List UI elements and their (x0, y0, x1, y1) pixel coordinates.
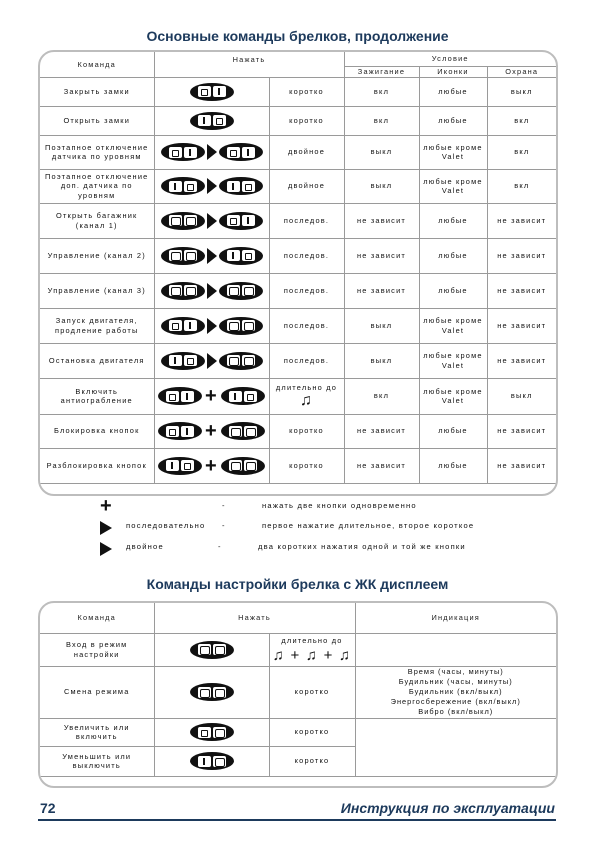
page-number: 72 (40, 800, 56, 816)
table-row (40, 414, 556, 448)
table-row (40, 378, 556, 414)
row-buttons (154, 746, 269, 776)
key-icon (181, 391, 194, 402)
row-icons: любые кроме Valet (419, 343, 487, 378)
main-commands-table-frame (38, 50, 558, 496)
prog-icon (184, 250, 197, 261)
row-mode: коротко (269, 106, 344, 135)
unlock-icon (227, 181, 240, 192)
row-buttons (154, 238, 269, 273)
keyfob-button-icon (161, 317, 205, 335)
channel-icon (227, 355, 240, 366)
section-title-lcd-commands: Команды настройки брелка с ЖК дисплеем (146, 576, 449, 592)
prog-icon (213, 687, 226, 698)
lock-icon (227, 215, 240, 226)
legend-row (0, 518, 595, 534)
legend-row (0, 539, 595, 555)
key-icon (181, 426, 194, 437)
row-indication (355, 633, 556, 666)
row-guard: не зависит (487, 414, 556, 448)
row-mode: коротко (269, 746, 355, 776)
channel-icon (229, 426, 242, 437)
table-row (40, 106, 556, 135)
keyfob-button-icon (219, 177, 263, 195)
row-mode: двойное (269, 169, 344, 203)
keyfob-button-icon (219, 317, 263, 335)
table-row (40, 718, 556, 746)
legend-text: два коротких нажатия одной и той же кнопки (258, 542, 466, 551)
table-row (40, 746, 556, 776)
row-icons: любые (419, 273, 487, 308)
row-mode: коротко (269, 77, 344, 106)
row-ignition: выкл (344, 343, 419, 378)
ss2-icon (213, 727, 226, 738)
table-row (40, 135, 556, 169)
lcd-commands-table (40, 603, 556, 777)
row-ignition: не зависит (344, 414, 419, 448)
legend-dash: - (222, 501, 226, 510)
table-row (40, 273, 556, 308)
lock-icon (198, 727, 211, 738)
row-mode: последов. (269, 308, 344, 343)
arrow-icon (207, 178, 217, 194)
row-command: Закрыть замки (40, 77, 154, 106)
unlock-icon (198, 115, 211, 126)
row-mode: коротко (269, 414, 344, 448)
row-guard: не зависит (487, 343, 556, 378)
row-buttons (154, 378, 269, 414)
prog-icon (184, 215, 197, 226)
keyfob-button-icon (190, 752, 234, 770)
row-buttons (154, 414, 269, 448)
channel-icon (229, 460, 242, 471)
row-icons: любые (419, 106, 487, 135)
prog-icon (244, 460, 257, 471)
key-icon (242, 147, 255, 158)
key-icon (184, 147, 197, 158)
unlock-icon (169, 355, 182, 366)
keyfob-button-icon (219, 352, 263, 370)
header-ignition: Зажигание (344, 66, 419, 77)
plus-icon: + (205, 454, 218, 477)
keyfob-button-icon (190, 83, 234, 101)
legend-text: нажать две кнопки одновременно (262, 501, 417, 510)
lock-icon (169, 147, 182, 158)
lock-icon (166, 426, 179, 437)
header-press: Нажать (154, 52, 344, 77)
table-row (40, 666, 556, 718)
row-command: Открыть замки (40, 106, 154, 135)
ss2-icon (213, 756, 226, 767)
row-buttons (154, 666, 269, 718)
lock-icon (169, 320, 182, 331)
legend-row (0, 495, 595, 517)
keyfob-button-icon (161, 212, 205, 230)
footer-title: Инструкция по эксплуатации (340, 800, 555, 816)
header-guard: Охрана (487, 66, 556, 77)
key-icon (242, 215, 255, 226)
row-icons: любые кроме Valet (419, 135, 487, 169)
row-command: Поэтапное отключение доп. датчика по уровням (40, 169, 154, 203)
keyfob-button-icon (190, 683, 234, 701)
legend-label: последовательно (126, 521, 206, 530)
keyfob-button-icon (219, 212, 263, 230)
row-buttons (154, 106, 269, 135)
keyfob-button-icon (190, 641, 234, 659)
header-indication: Индикация (355, 603, 556, 633)
table-row (40, 238, 556, 273)
row-mode (269, 633, 355, 666)
unlock-icon (169, 181, 182, 192)
prog-icon (242, 285, 255, 296)
row-mode: последов. (269, 238, 344, 273)
lock-icon (213, 115, 226, 126)
lock-icon (198, 86, 211, 97)
row-icons: любые кроме Valet (419, 169, 487, 203)
header-icons: Иконки (419, 66, 487, 77)
key-icon (184, 320, 197, 331)
row-mode: последов. (269, 203, 344, 238)
row-buttons (154, 203, 269, 238)
header-command: Команда (40, 603, 154, 633)
row-command: Увеличить или включить (40, 718, 154, 746)
row-mode-text: длительно до (281, 635, 343, 645)
row-icons: любые (419, 448, 487, 483)
arrow-icon (207, 318, 217, 334)
arrow-icon (207, 213, 217, 229)
channel-icon (169, 250, 182, 261)
arrow-icon (207, 283, 217, 299)
table-row (40, 308, 556, 343)
row-guard: не зависит (487, 273, 556, 308)
keyfob-button-icon (161, 177, 205, 195)
row-command: Управление (канал 2) (40, 238, 154, 273)
row-buttons (154, 448, 269, 483)
lock-icon (181, 460, 194, 471)
row-icons: любые (419, 238, 487, 273)
footer-divider (38, 819, 556, 821)
music-notes-sequence-icon: ♫ + ♫ + ♫ (272, 646, 352, 664)
keyfob-button-icon (190, 112, 234, 130)
row-ignition: вкл (344, 378, 419, 414)
row-indication (355, 746, 556, 776)
row-command: Запуск двигателя, продление работы (40, 308, 154, 343)
header-condition: Условие (344, 52, 556, 66)
row-ignition: выкл (344, 308, 419, 343)
legend-dash: - (222, 521, 226, 530)
table-row (40, 203, 556, 238)
row-command: Уменьшить или выключить (40, 746, 154, 776)
lock-icon (184, 181, 197, 192)
keyfob-button-icon (219, 282, 263, 300)
row-guard: не зависит (487, 308, 556, 343)
prog-icon (244, 426, 257, 437)
header-command: Команда (40, 52, 154, 77)
row-buttons (154, 169, 269, 203)
key-icon (213, 86, 226, 97)
prog-icon (242, 355, 255, 366)
row-buttons (154, 77, 269, 106)
music-note-icon: ♫ (299, 391, 314, 409)
row-mode: последов. (269, 273, 344, 308)
row-mode: коротко (269, 718, 355, 746)
keyfob-button-icon (158, 387, 202, 405)
keyfob-button-icon (221, 422, 265, 440)
row-command: Поэтапное отключение датчика по уровням (40, 135, 154, 169)
row-guard: не зависит (487, 448, 556, 483)
keyfob-button-icon (161, 352, 205, 370)
header-press: Нажать (154, 603, 355, 633)
table-row (40, 343, 556, 378)
channel-icon (169, 285, 182, 296)
row-command: Включить антиограбление (40, 378, 154, 414)
row-icons: любые (419, 414, 487, 448)
row-mode: коротко (269, 448, 344, 483)
plus-icon: + (205, 385, 218, 407)
keyfob-button-icon (161, 282, 205, 300)
row-icons: любые кроме Valet (419, 378, 487, 414)
row-guard: вкл (487, 135, 556, 169)
row-command: Смена режима (40, 666, 154, 718)
channel-icon (227, 320, 240, 331)
row-mode: последов. (269, 343, 344, 378)
lock-icon (242, 181, 255, 192)
row-mode: двойное (269, 135, 344, 169)
row-icons: любые (419, 203, 487, 238)
row-buttons (154, 273, 269, 308)
row-icons: любые (419, 77, 487, 106)
row-indication (355, 718, 556, 746)
table-row (40, 448, 556, 483)
row-buttons (154, 343, 269, 378)
unlock-icon (229, 391, 242, 402)
unlock-icon (227, 250, 240, 261)
channel-icon (227, 285, 240, 296)
row-buttons (154, 135, 269, 169)
channel-icon (198, 644, 211, 655)
unlock-icon (166, 460, 179, 471)
keyfob-button-icon (161, 247, 205, 265)
row-guard: вкл (487, 106, 556, 135)
legend-label: двойное (126, 542, 164, 551)
lock-icon (184, 355, 197, 366)
legend-dash: - (218, 542, 222, 551)
table-row (40, 77, 556, 106)
keyfob-button-icon (221, 457, 265, 475)
row-mode (269, 378, 344, 414)
keyfob-button-icon (161, 143, 205, 161)
plus-icon: + (205, 420, 218, 442)
row-command: Открыть багажник (канал 1) (40, 203, 154, 238)
keyfob-button-icon (219, 247, 263, 265)
row-ignition: не зависит (344, 448, 419, 483)
arrow-icon (207, 353, 217, 369)
prog-icon (242, 320, 255, 331)
arrow-icon (207, 248, 217, 264)
main-commands-table (40, 52, 556, 484)
row-ignition: выкл (344, 135, 419, 169)
row-guard: не зависит (487, 238, 556, 273)
row-buttons (154, 633, 269, 666)
channel-icon (198, 687, 211, 698)
row-command: Разблокировка кнопок (40, 448, 154, 483)
channel-icon (169, 215, 182, 226)
lock-icon (242, 250, 255, 261)
keyfob-button-icon (190, 723, 234, 741)
row-ignition: не зависит (344, 203, 419, 238)
row-guard: выкл (487, 378, 556, 414)
row-indication: Время (часы, минуты) Будильник (часы, минуты) Будильник (вкл/выкл) Энергосбережение (вкл/выкл) Вибро (вкл/выкл) (355, 666, 556, 718)
row-guard: выкл (487, 77, 556, 106)
keyfob-button-icon (158, 422, 202, 440)
keyfob-button-icon (221, 387, 265, 405)
keyfob-button-icon (219, 143, 263, 161)
prog-icon (184, 285, 197, 296)
table-row (40, 169, 556, 203)
row-command: Управление (канал 3) (40, 273, 154, 308)
row-command: Вход в режим настройки (40, 633, 154, 666)
unlock-icon (198, 756, 211, 767)
row-command: Остановка двигателя (40, 343, 154, 378)
row-command: Блокировка кнопок (40, 414, 154, 448)
row-mode: коротко (269, 666, 355, 718)
row-ignition: вкл (344, 77, 419, 106)
row-mode-text: длительно до (275, 383, 338, 393)
lock-icon (244, 391, 257, 402)
row-buttons (154, 308, 269, 343)
row-ignition: вкл (344, 106, 419, 135)
row-ignition: выкл (344, 169, 419, 203)
row-ignition: не зависит (344, 238, 419, 273)
arrow-icon (100, 542, 112, 556)
row-guard: вкл (487, 169, 556, 203)
lcd-commands-table-frame (38, 601, 558, 788)
prog-icon (213, 644, 226, 655)
row-ignition: не зависит (344, 273, 419, 308)
section-title-main-commands: Основные команды брелков, продолжение (146, 28, 449, 44)
keyfob-button-icon (158, 457, 202, 475)
lock-icon (166, 391, 179, 402)
row-icons: любые кроме Valet (419, 308, 487, 343)
arrow-icon (100, 521, 112, 535)
arrow-icon (207, 144, 217, 160)
row-buttons (154, 718, 269, 746)
lock-icon (227, 147, 240, 158)
legend-text: первое нажатие длительное, второе короткое (262, 521, 475, 530)
plus-icon: + (100, 495, 113, 517)
table-row (40, 633, 556, 666)
row-guard: не зависит (487, 203, 556, 238)
